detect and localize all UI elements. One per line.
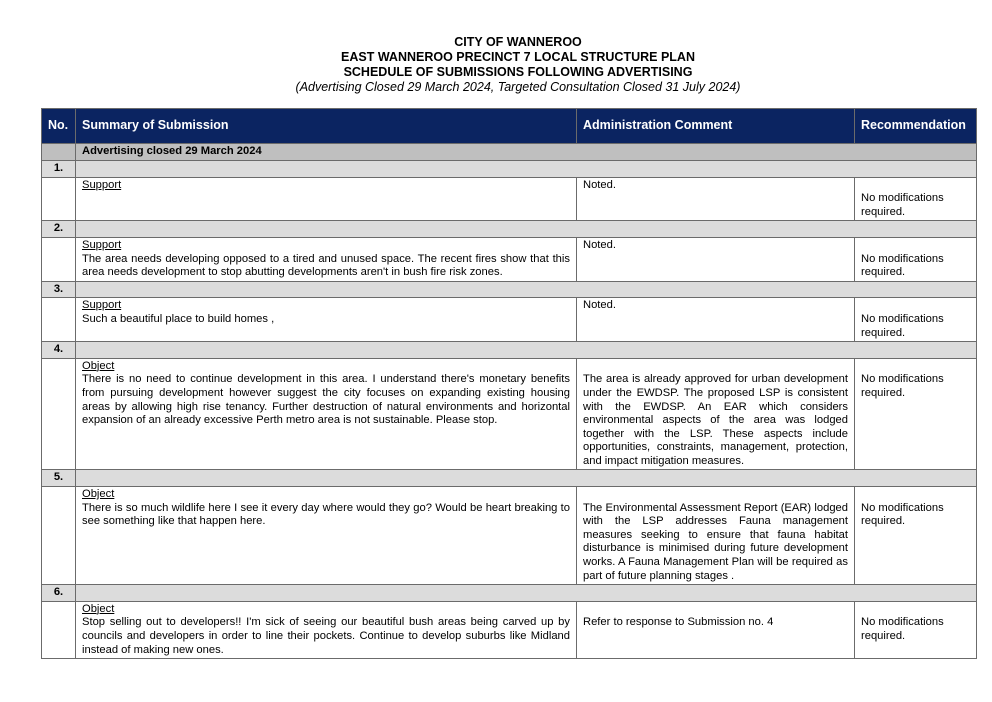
submission-summary xyxy=(76,298,577,342)
submission-text: There is so much wildlife here I see it every day where would they go? Would be heart breaking to see something like that happen here. xyxy=(82,501,570,528)
administration-comment: The Environmental Assessment Report (EAR) lodged with the LSP addresses Fauna management measures seeking to ensure that fauna habitat disturbance is minimised during future development works. A Fauna Management Plan will be required as part of future planning stages . xyxy=(577,487,855,585)
recommendation: No modifications required. xyxy=(855,601,977,658)
submission-row xyxy=(42,177,977,221)
submission-summary xyxy=(76,237,577,281)
submission-number: 1. xyxy=(42,161,76,178)
header-city: CITY OF WANNEROO xyxy=(454,35,582,49)
submission-type: Object xyxy=(82,488,115,501)
submission-number-row xyxy=(42,161,977,178)
submission-row xyxy=(42,601,977,658)
submission-row xyxy=(42,487,977,585)
col-header-comment: Administration Comment xyxy=(577,109,855,144)
recommendation: No modifications required. xyxy=(855,487,977,585)
submission-number-row xyxy=(42,342,977,359)
submission-number: 2. xyxy=(42,221,76,238)
header-advertising-dates: (Advertising Closed 29 March 2024, Targeted Consultation Closed 31 July 2024) xyxy=(295,80,741,94)
submission-summary xyxy=(76,177,577,221)
submission-row xyxy=(42,358,977,470)
submission-summary xyxy=(76,358,577,470)
submission-number-row xyxy=(42,585,977,602)
submission-number-row xyxy=(42,470,977,487)
administration-comment: Refer to response to Submission no. 4 xyxy=(577,601,855,658)
submission-row xyxy=(42,237,977,281)
submission-summary xyxy=(76,487,577,585)
recommendation: No modifications required. xyxy=(855,177,977,221)
recommendation: No modifications required. xyxy=(855,358,977,470)
submission-text: Stop selling out to developers!! I'm sick of seeing our beautiful bush areas being carved up by councils and developers in order to line their pockets. Continue to develop suburbs like Midland instead of making new ones. xyxy=(82,616,570,656)
submission-type: Object xyxy=(82,359,115,372)
header-plan-title: EAST WANNEROO PRECINCT 7 LOCAL STRUCTURE PLAN xyxy=(341,50,695,64)
submission-type: Object xyxy=(82,602,115,615)
submission-type: Support xyxy=(82,238,122,251)
col-header-no: No. xyxy=(42,109,76,144)
header-schedule-title: SCHEDULE OF SUBMISSIONS FOLLOWING ADVERTISING xyxy=(343,65,693,79)
submission-type: Support xyxy=(82,178,122,191)
table-header-row xyxy=(42,109,977,144)
document-header xyxy=(0,35,992,95)
administration-comment: Noted. xyxy=(577,298,855,342)
section-row xyxy=(42,144,977,161)
submission-number: 3. xyxy=(42,281,76,298)
submissions-table xyxy=(41,108,977,659)
submission-number: 6. xyxy=(42,585,76,602)
submission-summary xyxy=(76,601,577,658)
recommendation: No modifications required. xyxy=(855,298,977,342)
submission-type: Support xyxy=(82,299,122,312)
submission-number: 5. xyxy=(42,470,76,487)
submission-text: Such a beautiful place to build homes , xyxy=(82,312,275,325)
administration-comment: Noted. xyxy=(577,177,855,221)
administration-comment: Noted. xyxy=(577,237,855,281)
submission-text: The area needs developing opposed to a tired and unused space. The recent fires show that this area needs development to stop abutting developments aren't in bush fire risk zones. xyxy=(82,252,570,279)
submission-number-row xyxy=(42,281,977,298)
submission-text: There is no need to continue development in this area. I understand there's monetary benefits from pursuing development however suggest the city focuses on expanding existing housing areas by allowing high rise tenancy. Further destruction of natural environments and horizontal expansion of an already excessive Perth metro area is not sustainable. Please stop. xyxy=(82,373,570,427)
recommendation: No modifications required. xyxy=(855,237,977,281)
submission-row xyxy=(42,298,977,342)
section-title: Advertising closed 29 March 2024 xyxy=(76,144,977,161)
submission-number: 4. xyxy=(42,342,76,359)
administration-comment: The area is already approved for urban development under the EWDSP. The proposed LSP is consistent with the EWDSP. An EAR which considers environmental aspects of the area was lodged together with the LSP. These aspects include opportunities, constraints, management, protection, and impact mitigation measures. xyxy=(577,358,855,470)
submission-number-row xyxy=(42,221,977,238)
col-header-summary: Summary of Submission xyxy=(76,109,577,144)
col-header-recommendation: Recommendation xyxy=(855,109,977,144)
